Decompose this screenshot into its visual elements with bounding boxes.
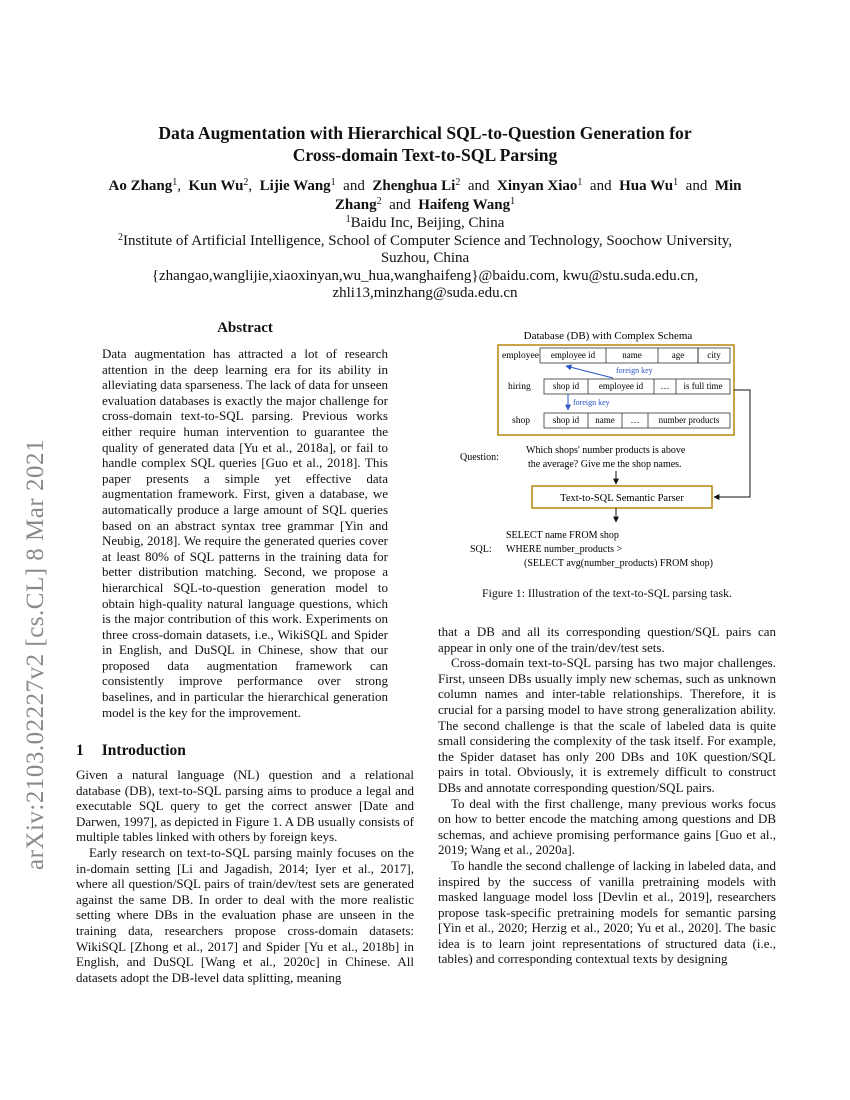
author-name: Kun Wu (188, 178, 244, 194)
section-number: 1 (76, 742, 84, 759)
title-line-1: Data Augmentation with Hierarchical SQL-to-Question Generation for (158, 123, 692, 143)
column-cell: number products (658, 415, 720, 425)
column-cell: employee id (550, 350, 596, 360)
author-affil-mark: 2 (376, 196, 382, 207)
affiliation-text: Institute of Artificial Intelligence, School of Computer Science and Technology, Soochow University, (122, 232, 733, 249)
author-name: Zhenghua Li (372, 178, 456, 194)
author-affil-mark: 1 (510, 196, 516, 207)
and-word: and (467, 178, 490, 194)
table-name-shop: shop (512, 416, 530, 426)
paragraph: Cross-domain text-to-SQL parsing has two major challenges. First, unseen DBs usually imply new schemas, such as unknown column names and inter-table relationships. Therefore, it is crucial for a parsing model to have strong generalization ability. The second challenge is that the scale of labeled data is quite small considering the complexity of the task itself. For example, the Spider dataset has only 200 DBs and 10K question/SQL pairs in total. Obviously, it is extremely difficult to construct DBs and annotate corresponding question/SQL pairs. (438, 655, 776, 795)
column-cell: city (707, 350, 721, 360)
author-name: Ao Zhang (108, 178, 173, 194)
paragraph: Given a natural language (NL) question and a relational database (DB), text-to-SQL parsing aims to produce a legal and executable SQL query to get the correct answer [Date and Darwen, 1997], as depicted in Figure 1. A DB usually consists of multiple tables linked with others by foreign keys. (76, 767, 414, 845)
and-word: and (589, 178, 612, 194)
foreign-key-arrow (566, 366, 613, 378)
schema-title: Database (DB) with Complex Schema (523, 330, 693, 342)
section-heading-introduction (76, 742, 204, 760)
abstract-text: Data augmentation has attracted a lot of research attention in the deep learning era for its ability in alleviating data sparseness. The lack of data for unseen evaluation databases is exactly the major challenge for cross-domain text-to-SQL parsing. Previous works either require human intervention to guarantee the quality of generated data [Yu et al., 2018a], or fail to handle complex SQL queries [Guo et al., 2018]. This paper presents a simple yet effective data augmentation framework. First, given a database, we automatically produce a large amount of SQL queries based on an abstract syntax tree grammar [Yin and Neubig, 2018]. We require the generated queries cover at least 80% of SQL patterns in the training data for better distribution matching. Second, we propose a hierarchical SQL-to-question generation model to obtain high-quality natural language questions, which is the major contribution of this work. Experiments on three cross-domain datasets, i.e., WikiSQL and Spider in English, and DuSQL in Chinese, show that our proposed data augmentation framework can consistently improve performance over strong baselines, and in particular the hierarchical generation model is the key for the improvement. (102, 346, 389, 720)
paragraph: that a DB and all its corresponding question/SQL pairs can appear in only one of the train/dev/test sets. (438, 624, 776, 655)
author-affil-mark: 2 (455, 177, 461, 188)
foreign-key-label: foreign key (573, 398, 610, 407)
author-affil-mark: 1 (330, 177, 336, 188)
author-affil-mark: 1 (172, 177, 178, 188)
paragraph: To handle the second challenge of lacking in labeled data, and inspired by the success of vanilla pretraining models with masked language model loss [Devlin et al., 2019], researchers propose task-specific pretraining models for semantic parsing [Yin et al., 2020; Herzig et al., 2020; Yu et al., 2020]. The basic idea is to learn joint representations of structured data (i.e., tables) and corresponding contextual texts by designing (438, 857, 776, 967)
author-block (90, 177, 760, 303)
table-name-employee: employee (502, 351, 539, 361)
author-affil-mark: 1 (577, 177, 583, 188)
column-cell: is full time (683, 381, 723, 391)
emails-line-2: zhli13,minzhang@suda.edu.cn (332, 285, 518, 302)
foreign-key-label: foreign key (616, 366, 653, 375)
question-text-line-2: the average? Give me the shop names. (528, 459, 682, 470)
arxiv-identifier: arXiv:2103.02227v2 [cs.CL] 8 Mar 2021 (22, 439, 49, 870)
title-line-2: Cross-domain Text-to-SQL Parsing (292, 145, 558, 165)
column-cell: … (630, 415, 640, 425)
author-line-1: Ao Zhang$^1$, Kun Wu$^2$, Lijie Wang$^1$ and Zhenghua Li$^2$ and Xinyan Xiao$^1$ and Hua Wu$^1$ and Min Zhang$^2$ and Haifeng Wang$^1$ (108, 177, 742, 213)
author-name: Haifeng Wang (418, 197, 511, 213)
author-name: Xinyan Xiao (496, 178, 578, 194)
affil-mark: 1 (345, 214, 351, 225)
affiliation-2-line-2: Suzhou, China (380, 250, 470, 267)
column-cell: … (660, 381, 670, 391)
column-cell: shop id (552, 415, 580, 425)
question-text-line-1: Which shops' number products is above (526, 445, 686, 456)
author-name: Hua Wu (619, 178, 674, 194)
schema-to-parser-arrow (714, 390, 750, 497)
right-column-text (438, 624, 776, 967)
affil-mark: 2 (117, 231, 123, 243)
and-word: and (389, 197, 411, 213)
column-cell: shop id (552, 381, 580, 391)
paper-title (90, 122, 760, 166)
column-cell: name (595, 415, 615, 425)
paragraph: Early research on text-to-SQL parsing mainly focuses on the in-domain setting [Li and Jagadish, 2014; Iyer et al., 2017], where all question/SQL pairs of train/dev/test sets are generated against the same DB. In order to deal with the more realistic setting where DBs in the evaluation phase are unseen in the training data, researchers propose cross-domain datasets: WikiSQL [Zhong et al., 2017] and Spider [Yu et al., 2018b] in English, and DuSQL [Wang et al., 2020c] in Chinese. All datasets adopt the DB-level data splitting, meaning (76, 844, 414, 985)
section-title: Introduction (101, 742, 186, 759)
and-word: and (685, 178, 708, 194)
emails-line-1: {zhangao,wanglijie,xiaoxinyan,wu_hua,wanghaifeng}@baidu.com, kwu@stu.suda.edu.cn, (151, 267, 699, 284)
affiliation-text: Baidu Inc, Beijing, China (350, 215, 505, 231)
table-name-hiring: hiring (508, 382, 531, 392)
sql-line-3: (SELECT avg(number_products) FROM shop) (524, 558, 713, 569)
sql-label: SQL: (470, 544, 492, 555)
intro-left-column (76, 767, 414, 985)
parser-label: Text-to-SQL Semantic Parser (560, 493, 684, 504)
figure-caption: Figure 1: Illustration of the text-to-SQL parsing task. (482, 586, 732, 600)
author-name: Min Zhang (334, 178, 742, 213)
author-affil-mark: 2 (243, 177, 249, 188)
column-cell: age (671, 350, 685, 360)
affiliation-2 (90, 233, 760, 251)
figure-1 (458, 326, 758, 576)
sql-line-2: WHERE number_products > (506, 544, 623, 555)
paragraph: To deal with the first challenge, many previous works focus on how to better encode the matching among questions and DB schemas, and achieve promising performance gains [Guo et al., 2019; Wang et al., 2020a]. (438, 795, 776, 858)
author-name: Lijie Wang (259, 178, 331, 194)
abstract-heading: Abstract (217, 320, 273, 336)
author-affil-mark: 1 (673, 177, 679, 188)
question-label: Question: (460, 452, 499, 463)
affiliation-1 (90, 215, 760, 233)
sql-line-1: SELECT name FROM shop (506, 530, 619, 541)
figure-diagram (458, 326, 758, 576)
and-word: and (343, 178, 365, 194)
column-cell: employee id (598, 381, 644, 391)
column-cell: name (622, 350, 642, 360)
